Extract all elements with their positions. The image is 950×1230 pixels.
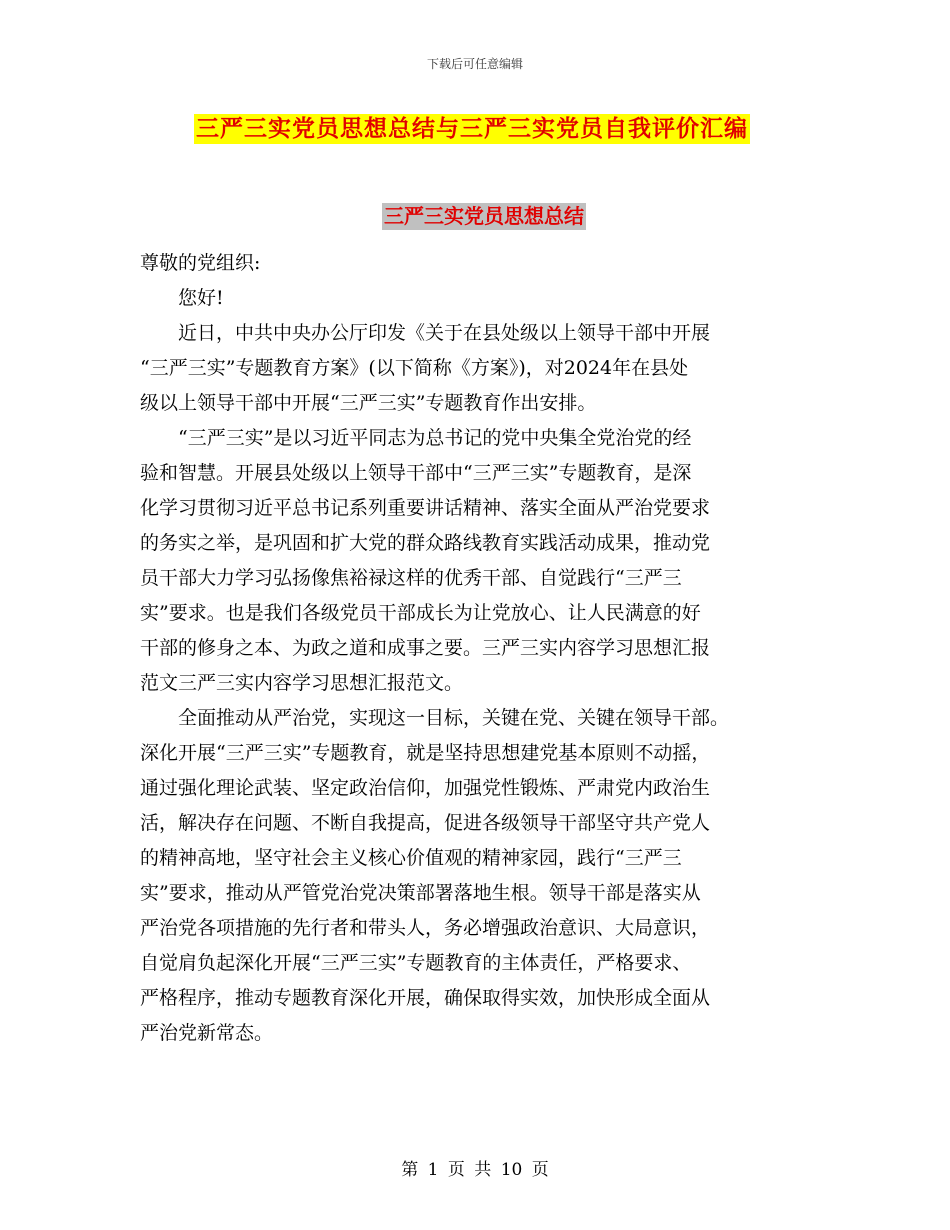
body-text	[140, 211, 820, 1051]
body-line: 近日，中共中央办公厅印发《关于在县处级以上领导干部中开展	[140, 322, 711, 344]
page-footer: 第 1 页 共 10 页	[401, 1160, 549, 1180]
body-line: 严治党新常态。	[140, 1022, 274, 1044]
body-line: 化学习贯彻习近平总书记系列重要讲话精神、落实全面从严治党要求	[140, 497, 711, 519]
body-line: 自觉肩负起深化开展“三严三实”专题教育的主体责任，严格要求、	[140, 952, 692, 974]
body-line: 实”要求。也是我们各级党员干部成长为让党放心、让人民满意的好	[140, 602, 701, 624]
body-line: 员干部大力学习弘扬像焦裕禄这样的优秀干部、自觉践行“三严三	[140, 567, 682, 589]
body-line: 通过强化理论武装、坚定政治信仰，加强党性锻炼、严肃党内政治生	[140, 777, 711, 799]
body-line	[140, 211, 820, 246]
body-line: 尊敬的党组织:	[140, 252, 261, 274]
body-line: 干部的修身之本、为政之道和成事之要。三严三实内容学习思想汇报	[140, 637, 711, 659]
body-line: 的精神高地，坚守社会主义核心价值观的精神家园，践行“三严三	[140, 847, 682, 869]
body-line: 的务实之举，是巩固和扩大党的群众路线教育实践活动成果，推动党	[140, 532, 711, 554]
body-line: 严治党各项措施的先行者和带头人，务必增强政治意识、大局意识，	[140, 917, 711, 939]
body-line: 严格程序，推动专题教育深化开展，确保取得实效，加快形成全面从	[140, 987, 711, 1009]
body-line: 深化开展“三严三实”专题教育，就是坚持思想建党基本原则不动摇，	[140, 742, 711, 764]
document-title: 三严三实党员思想总结与三严三实党员自我评价汇编	[196, 115, 748, 142]
body-line: “三严三实”是以习近平同志为总书记的党中央集全党治党的经	[140, 427, 692, 449]
body-line: “三严三实”专题教育方案》(以下简称《方案》)，对2024年在县处	[140, 357, 689, 379]
body-line: 全面推动从严治党，实现这一目标，关键在党、关键在领导干部。	[140, 707, 730, 729]
body-line: 验和智慧。开展县处级以上领导干部中“三严三实”专题教育，是深	[140, 462, 692, 484]
body-line: 实”要求，推动从严管党治党决策部署落地生根。领导干部是落实从	[140, 882, 701, 904]
body-line: 范文三严三实内容学习思想汇报范文。	[140, 672, 464, 694]
section-title: 三严三实党员思想总结	[384, 204, 584, 228]
header-note: 下载后可任意编辑	[426, 57, 523, 71]
body-line: 您好!	[140, 287, 224, 309]
body-line: 级以上领导干部中开展“三严三实”专题教育作出安排。	[140, 392, 597, 414]
body-line: 活，解决存在问题、不断自我提高，促进各级领导干部坚守共产党人	[140, 812, 711, 834]
